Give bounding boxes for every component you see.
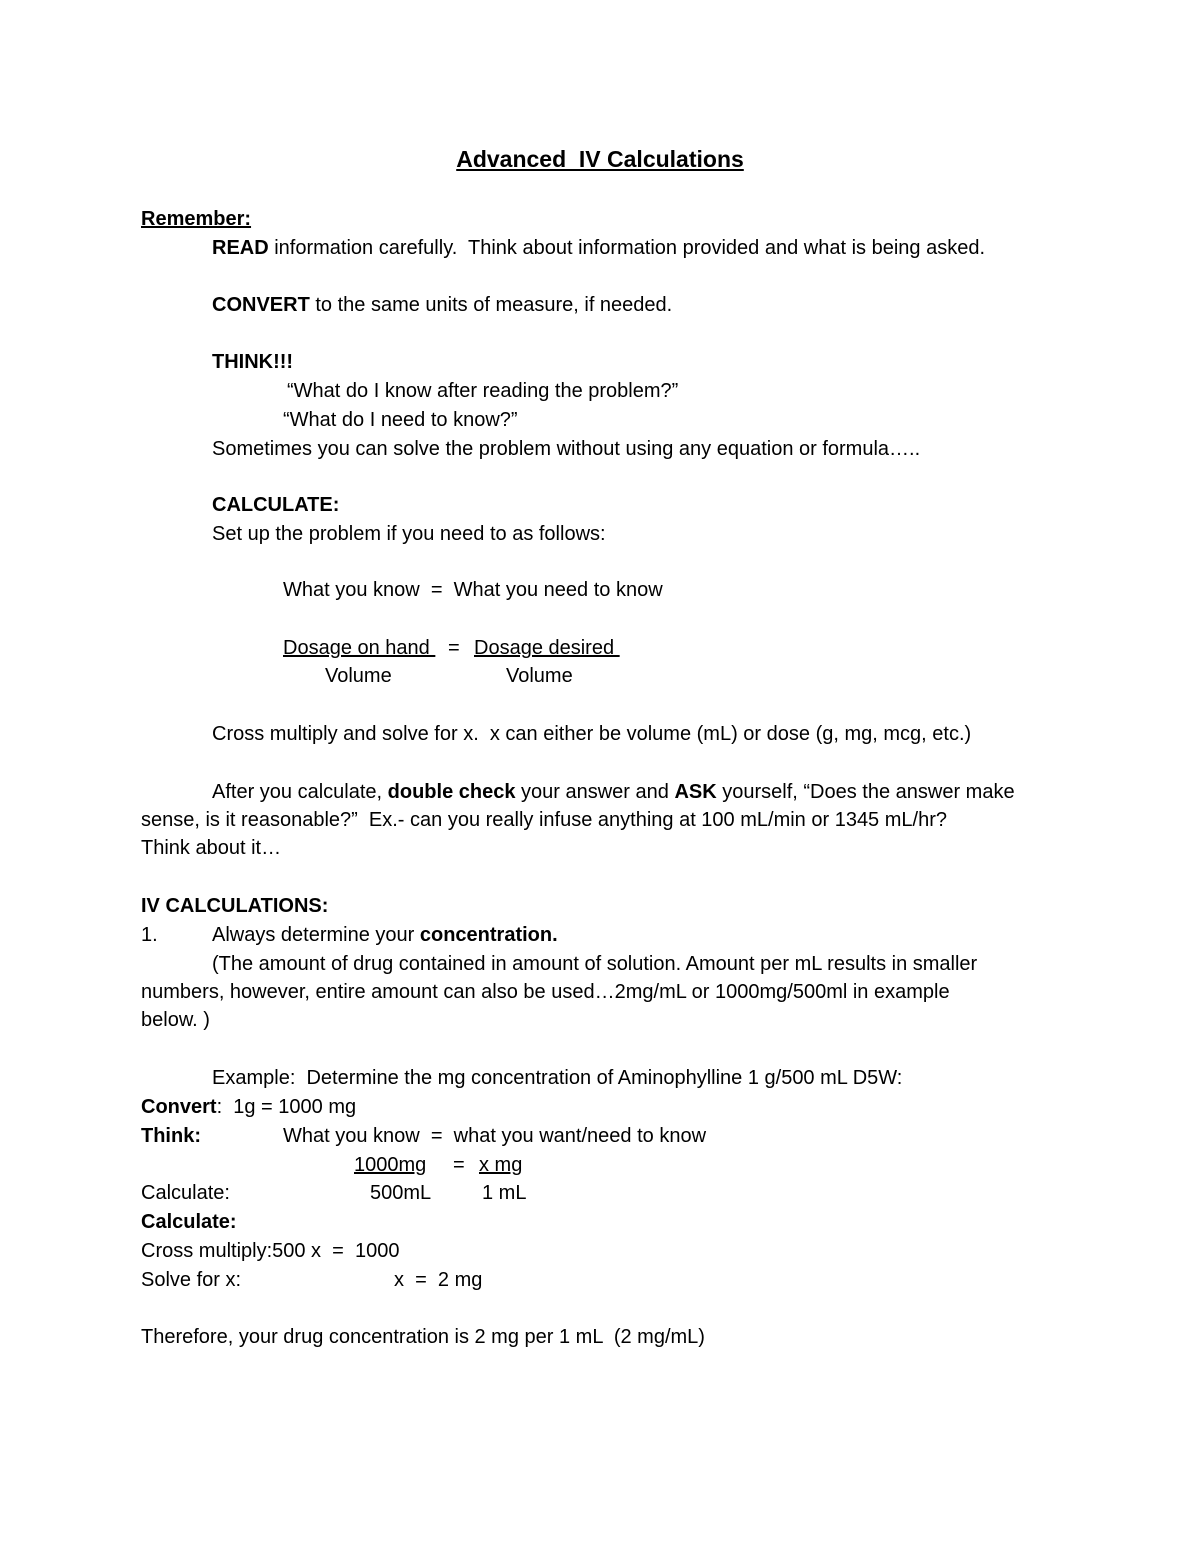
convert-line — [212, 293, 672, 317]
calculate-label: Calculate: — [141, 1182, 230, 1204]
list-item-number: 1. — [141, 924, 158, 946]
think-question-1: “What do I know after reading the problem?” — [287, 380, 679, 402]
think-note: Sometimes you can solve the problem without using any equation or formula….. — [212, 438, 921, 460]
paren-line-3: below. ) — [141, 1009, 210, 1031]
calculate-heading: CALCULATE: — [212, 494, 340, 516]
setup-text: Set up the problem if you need to as follows: — [212, 523, 606, 545]
fraction-numerator-right: x mg — [479, 1154, 523, 1176]
dosage-equals: = — [448, 637, 460, 659]
convert-text: to the same units of measure, if needed. — [309, 294, 673, 316]
double-check-keyword: double check — [387, 781, 516, 803]
ask-keyword: ASK — [674, 781, 717, 803]
volume-right: Volume — [506, 665, 573, 687]
fraction-equals: = — [453, 1154, 465, 1176]
dosage-on-hand: Dosage on hand — [283, 637, 436, 659]
paren-line-1: (The amount of drug contained in amount of solution. Amount per mL results in smaller — [212, 953, 978, 975]
know-equation: What you know = What you need to know — [283, 579, 663, 601]
read-keyword: READ — [212, 237, 269, 259]
therefore-text: Therefore, your drug concentration is 2 mg per 1 mL (2 mg/mL) — [141, 1326, 705, 1348]
after-calc-text-3: yourself, “Does the answer make — [716, 781, 1015, 803]
convert-example-line — [141, 1095, 356, 1119]
think-label: Think: — [141, 1125, 201, 1147]
calculate-heading-bold: Calculate: — [141, 1211, 237, 1233]
fraction-denominator-left: 500mL — [370, 1182, 432, 1204]
think-value: What you know = what you want/need to know — [283, 1125, 707, 1147]
convert-value: : 1g = 1000 mg — [216, 1096, 357, 1118]
iv-calculations-heading: IV CALCULATIONS: — [141, 895, 329, 917]
fraction-numerator-left: 1000mg — [354, 1154, 427, 1176]
remember-heading: Remember: — [141, 208, 252, 230]
after-calc-line-1 — [212, 780, 1015, 804]
read-line — [212, 236, 985, 260]
example-text: Example: Determine the mg concentration of Aminophylline 1 g/500 mL D5W: — [212, 1067, 903, 1089]
list-item-text — [212, 923, 558, 947]
document-title: Advanced IV Calculations — [456, 146, 744, 172]
volume-left: Volume — [325, 665, 392, 687]
cross-multiply-text: Cross multiply and solve for x. x can either be volume (mL) or dose (g, mg, mcg, etc.) — [212, 723, 972, 745]
solve-label: Solve for x: — [141, 1269, 242, 1291]
concentration-lead: Always determine your — [212, 924, 420, 946]
after-calc-line-2: sense, is it reasonable?” Ex.- can you really infuse anything at 100 mL/min or 1345 mL/hr? — [141, 809, 947, 831]
think-heading: THINK!!! — [212, 351, 294, 373]
dosage-desired: Dosage desired — [474, 637, 620, 659]
paren-line-2: numbers, however, entire amount can also be used…2mg/mL or 1000mg/500ml in example — [141, 981, 950, 1003]
after-calc-line-3: Think about it… — [141, 837, 282, 859]
convert-label: Convert — [141, 1096, 217, 1118]
after-calc-text-2: your answer and — [515, 781, 675, 803]
think-question-2: “What do I need to know?” — [283, 409, 518, 431]
convert-keyword: CONVERT — [212, 294, 310, 316]
cross-multiply-line: Cross multiply:500 x = 1000 — [141, 1240, 400, 1262]
after-calc-text-1: After you calculate, — [212, 781, 388, 803]
solve-value: x = 2 mg — [394, 1269, 483, 1291]
concentration-keyword: concentration. — [419, 924, 558, 946]
fraction-denominator-right: 1 mL — [482, 1182, 527, 1204]
read-text: information carefully. Think about information provided and what is being asked. — [268, 237, 985, 259]
